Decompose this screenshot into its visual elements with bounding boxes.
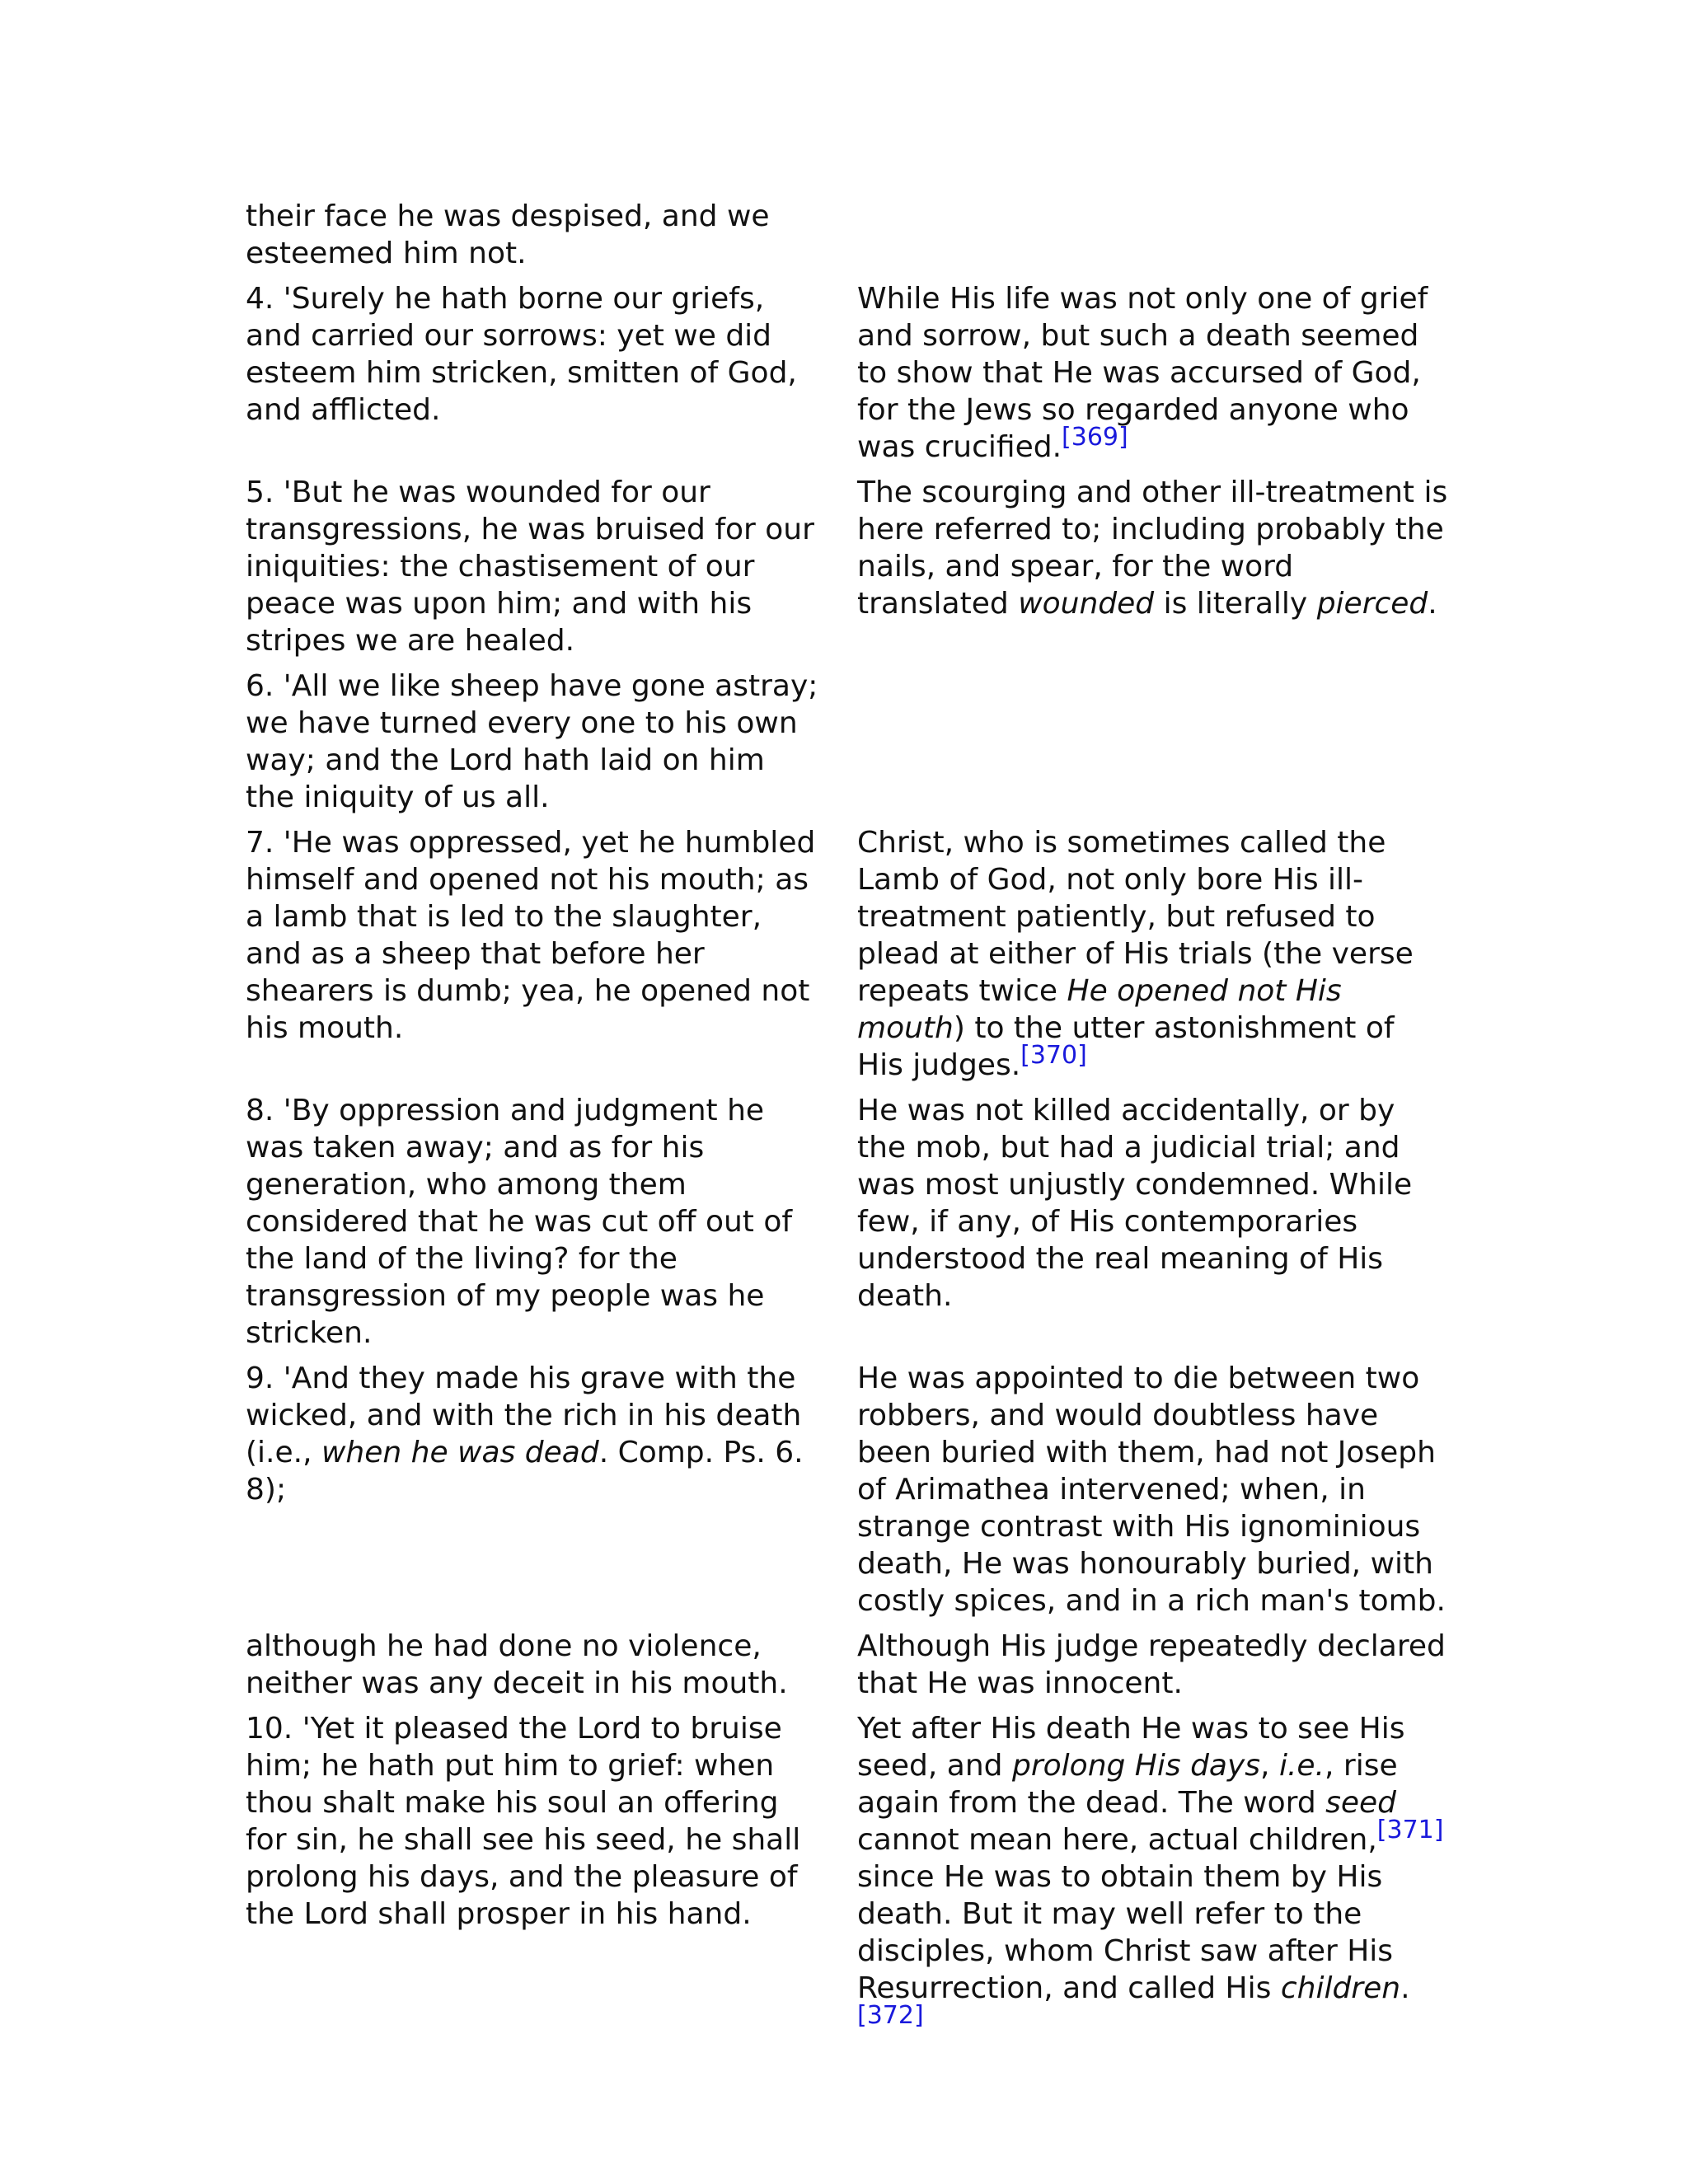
commentary-text [857, 824, 1449, 1084]
commentary-fragment: The scourging and other ill-treatment is here referred to; including probably the nails, and spear, for the word translated [857, 476, 1448, 621]
table-row [246, 668, 1449, 816]
table-row [246, 1628, 1449, 1702]
verse-text: 5. 'But he was wounded for our transgressions, he was bruised for our iniquities: the chastisement of our peace was upon him; and with his stripes we are healed. [246, 476, 814, 658]
commentary-text [857, 1710, 1449, 2044]
verse-text: 10. 'Yet it pleased the Lord to bruise him; he hath put him to grief: when thou shalt make his soul an offering for sin, he shall see his seed, he shall prolong his days, and the pleasure of the Lord shall prosper in his hand. [246, 1712, 801, 1931]
footnote-link[interactable]: [369] [1062, 423, 1128, 452]
commentary-fragment: . [1400, 1971, 1410, 2005]
footnote-link[interactable]: [371] [1376, 1816, 1444, 1844]
verse-fragment: . Comp. Ps. 6. 8); [246, 1436, 804, 1507]
commentary-fragment: ) to the utter astonishment of His judges. [857, 1011, 1395, 1082]
commentary-fragment: . [1428, 587, 1437, 621]
commentary-fragment: cannot mean here, actual children, [857, 1823, 1377, 1857]
commentary-fragment: Christ, who is sometimes called the Lamb of God, not only bore His ill-treatment patiently, but refused to plead at either of His trials (the verse repeats twice [857, 826, 1414, 1008]
verse-text: 4. 'Surely he hath borne our griefs, and carried our sorrows: yet we did esteem him stricken, smitten of God, and afflicted. [246, 282, 797, 427]
verse-text [246, 1360, 823, 1619]
table-row [246, 474, 1449, 659]
table-row [246, 1710, 1449, 2044]
italic-term: i.e. [1278, 1749, 1325, 1783]
commentary-text: He was not killed accidentally, or by the mob, but had a judicial trial; and was most unjustly condemned. While few, if any, of His contemporaries understood the real meaning of His death. [857, 1094, 1413, 1313]
commentary-text [857, 668, 1449, 816]
commentary-text: Although His judge repeatedly declared that He was innocent. [857, 1629, 1446, 1700]
italic-term: pierced [1316, 587, 1428, 621]
commentary-fragment: While His life was not only one of grief and sorrow, but such a death seemed to show that He was accursed of God, for the Jews so regarded anyone who was crucified. [857, 282, 1428, 464]
table-row [246, 280, 1449, 466]
italic-term: when he was dead [321, 1436, 599, 1469]
italic-term: seed [1325, 1786, 1397, 1820]
verse-text: 8. 'By oppression and judgment he was taken away; and as for his generation, who among them considered that he was cut off out of the land of the living? for the transgression of my people was he stricken. [246, 1094, 793, 1350]
commentary-fragment: Yet after His death He was to see His seed, and [857, 1712, 1405, 1783]
commentary-table [246, 198, 1449, 2052]
commentary-fragment: since He was to obtain them by His death. But it may well refer to the disciples, whom Christ saw after His Resurrection, and called His [857, 1860, 1394, 2005]
footnote-link[interactable]: [370] [1020, 1041, 1087, 1070]
verse-text: 7. 'He was oppressed, yet he humbled himself and opened not his mouth; as a lamb that is led to the slaughter, and as a sheep that before her shearers is dumb; yea, he opened not his mouth. [246, 826, 816, 1045]
commentary-fragment: , [1260, 1749, 1270, 1783]
commentary-text [857, 198, 1449, 272]
table-row [246, 198, 1449, 272]
table-row [246, 824, 1449, 1084]
verse-text: 6. 'All we like sheep have gone astray; we have turned every one to his own way; and the Lord hath laid on him the iniquity of us all. [246, 669, 818, 814]
table-row [246, 1360, 1449, 1619]
footnote-link[interactable]: [372] [857, 2001, 924, 2030]
commentary-fragment: , rise again from the dead. The word [857, 1749, 1398, 1820]
italic-term: prolong His days [1011, 1749, 1261, 1783]
table-row [246, 1092, 1449, 1352]
verse-text: their face he was despised, and we esteemed him not. [246, 199, 770, 270]
commentary-text [857, 474, 1449, 659]
commentary-text [857, 280, 1449, 466]
italic-term: He opened not His mouth [857, 974, 1342, 1045]
italic-term: children [1280, 1971, 1401, 2005]
verse-text: although he had done no violence, neither was any deceit in his mouth. [246, 1629, 788, 1700]
commentary-text: He was appointed to die between two robbers, and would doubtless have been buried with them, had not Joseph of Arimathea intervened; when, in strange contrast with His ignominious death, He was honourably buried, with costly spices, and in a rich man's tomb. [857, 1361, 1446, 1618]
italic-term: wounded [1018, 587, 1155, 621]
verse-fragment: 9. 'And they made his grave with the wicked, and with the rich in his death (i.e., [246, 1361, 802, 1469]
commentary-fragment: is literally [1163, 587, 1308, 621]
